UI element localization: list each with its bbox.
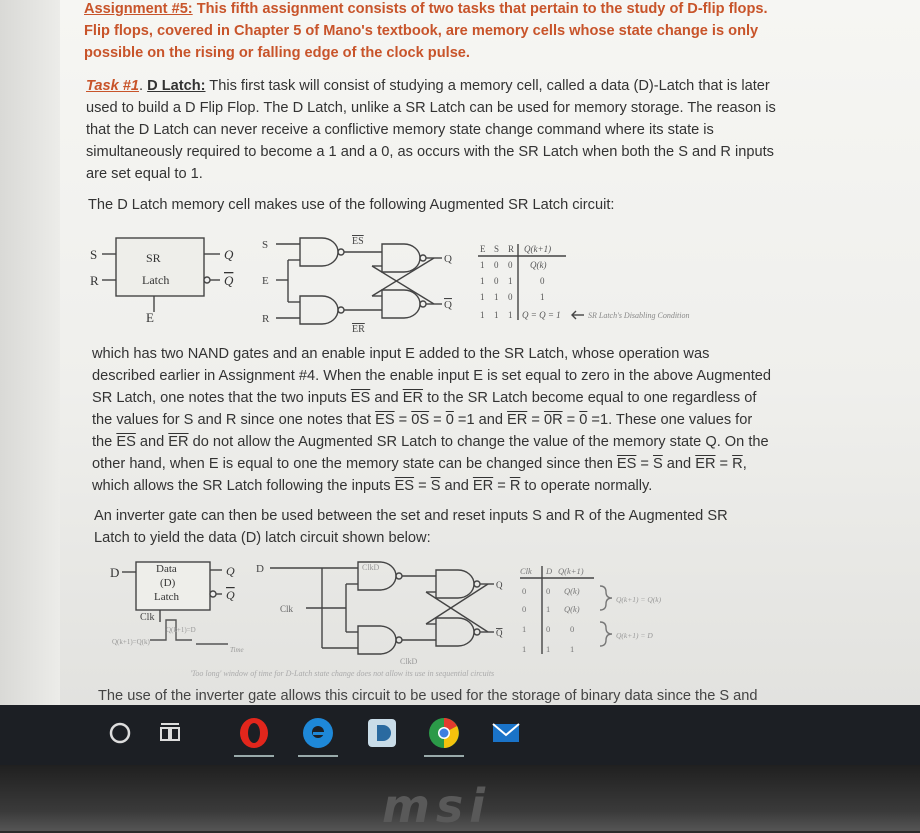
es-term: $\overline{ES}$	[375, 412, 395, 428]
task1-separator: .	[139, 78, 148, 94]
gate-er-label: ER	[352, 324, 365, 335]
para2-text: which has two NAND gates and an enable input E added to the SR Latch, whose operation was described earlier in Assignment #4. When the enable input E is set equal to zero in the above Augmented SR Latch, one notes that the two inputs	[92, 346, 772, 406]
sr-e-label: E	[146, 310, 154, 325]
table-cell: 1	[508, 276, 513, 286]
para2-text: and	[440, 478, 473, 494]
monitor-bezel	[0, 765, 920, 831]
assignment-title: Assignment #5:	[84, 1, 193, 17]
table-cell: 0	[540, 276, 545, 286]
table-cell: Q = Q = 1	[522, 310, 561, 320]
table-cell: 0	[546, 624, 551, 634]
table-header-clk: Clk	[520, 566, 532, 576]
table-cell: 1	[494, 310, 499, 320]
equation-part: =	[414, 478, 431, 494]
table-cell: 1	[570, 644, 575, 654]
table-cell: 1	[494, 292, 499, 302]
task1-heading: D Latch:	[147, 78, 206, 94]
brace-label-hold: Q(k+1) = Q(k)	[616, 595, 662, 604]
gate-clk-label: Clk	[280, 604, 294, 614]
d-block-name2: (D)	[160, 577, 176, 589]
table-cell: 1	[540, 292, 545, 302]
es-term: $\overline{ES}$	[350, 390, 371, 406]
es-term: $\overline{ES}$	[116, 434, 136, 450]
page-margin	[0, 0, 60, 705]
mail-icon[interactable]	[486, 713, 526, 753]
sr-qbar-label: Q	[224, 273, 234, 288]
opera-icon[interactable]	[234, 713, 274, 753]
equation-part: 0R	[543, 412, 563, 428]
para2-text: , which allows the SR Latch following the inputs	[92, 456, 747, 494]
gate-qbar-label: Q	[444, 299, 452, 311]
table-header-q: Q(k+1)	[558, 566, 584, 576]
table-cell: 1	[508, 310, 513, 320]
brace-label-data: Q(k+1) = D	[616, 631, 653, 640]
table-header-d: D	[546, 566, 553, 576]
para2-text: to operate normally.	[520, 478, 653, 494]
gate-es-label: ES	[352, 236, 364, 247]
es-term: $\overline{ES}$	[394, 478, 415, 494]
equation-part: =	[527, 412, 544, 428]
timing-label-top: Q(k+1)=D	[166, 626, 196, 634]
d-qbar-label: Q	[226, 588, 235, 602]
edge-icon[interactable]	[298, 713, 338, 753]
gate-s-label: S	[262, 239, 269, 251]
table-cell: 0	[522, 604, 527, 614]
gate-clkd-bottom: ClkD	[400, 657, 418, 666]
table-cell: 1	[546, 644, 551, 654]
gate2-qbar-label: Q	[496, 628, 503, 638]
para2-text: and	[135, 434, 169, 450]
er-term: $\overline{ER}$	[507, 412, 528, 428]
table-cell: 1	[480, 276, 485, 286]
er-term: $\overline{ER}$	[695, 456, 716, 472]
table-cell: 1	[480, 260, 485, 270]
sr-block-name: SR	[146, 251, 161, 265]
assignment-intro	[84, 0, 784, 64]
task1-body: This first task will consist of studying a memory cell, called a data (D)-Latch that is later used to build a D Flip Flop. The D Latch, unlike a SR Latch can be used for memory storage. The reason is that the D Latch can never receive a conflictive memory state change command where its state is simultaneously required to become a 1 and a 0, as occurs with the SR Latch when both the S and R inputs are set equal to 1.	[86, 78, 776, 182]
sr-q-label: Q	[224, 247, 234, 262]
table-cell: 1	[480, 292, 485, 302]
augmented-sr-latch-figure	[90, 222, 770, 340]
equation-part: 0	[579, 412, 588, 428]
equation-part: 0S	[411, 412, 430, 428]
d-clk-label: Clk	[140, 612, 155, 623]
equation-part: =	[562, 412, 580, 428]
d-latch-figure	[110, 558, 750, 684]
equation-part: $\overline{S}$	[653, 456, 663, 472]
table-header-r: R	[508, 244, 515, 254]
equation-part: $\overline{S}$	[430, 478, 441, 494]
equation-part: =	[429, 412, 446, 428]
table-cell: 0	[508, 260, 513, 270]
inverter-paragraph: An inverter gate can then be used between the set and reset inputs S and R of the Augmented SR Latch to yield the data (D) latch circuit shown below:	[94, 508, 728, 546]
cut-off-paragraph: The use of the inverter gate allows this circuit to be used for the storage of binary data since the S and	[98, 688, 758, 704]
sr-r-label: R	[90, 273, 99, 288]
gate-d-label: D	[256, 563, 264, 575]
equation-part: =	[715, 456, 733, 472]
gate-clkd-top: ClkD	[362, 563, 380, 572]
equation-part: $\overline{R}$	[732, 456, 743, 472]
table-cell: 1	[522, 644, 527, 654]
gate-r-label: R	[262, 313, 270, 325]
table-cell: 0	[570, 624, 575, 634]
d-truth-table	[520, 566, 662, 654]
dlatch-intro: The D Latch memory cell makes use of the following Augmented SR Latch circuit:	[88, 197, 615, 213]
timing-time-label: Time	[230, 646, 244, 654]
brand-logo: msi	[382, 779, 492, 833]
active-app-indicator	[424, 755, 464, 757]
table-header-e: E	[480, 244, 486, 254]
d-block-name: Data	[156, 563, 177, 575]
disabling-condition-note: SR Latch's Disabling Condition	[588, 311, 690, 320]
chrome-icon[interactable]	[424, 713, 464, 753]
active-app-indicator	[234, 755, 274, 757]
equation-part: 0	[445, 412, 454, 428]
table-cell: 1	[480, 310, 485, 320]
para2-text: to the SR Latch become equal to one regardless of the values for S and R since one notes that	[92, 390, 757, 428]
para2-text: =1. These one values for the	[92, 412, 753, 450]
table-cell: 0	[508, 292, 513, 302]
assignment-intro-text: This fifth assignment consists of two tasks that pertain to the study of D-flip flops. Flip flops, covered in Chapter 5 of Mano's textbook, are memory cells whose state change is only possible on the rising or falling edge of the clock pulse.	[84, 1, 768, 61]
table-header-q: Q(k+1)	[524, 244, 552, 254]
cortana-icon[interactable]	[100, 713, 140, 753]
taskbar	[0, 705, 920, 765]
table-cell: Q(k)	[564, 604, 580, 614]
er-term: $\overline{ER}$	[168, 434, 189, 450]
er-term: $\overline{ER}$	[402, 390, 424, 406]
equation-part: =	[636, 456, 654, 472]
task1-tag: Task #1	[86, 78, 140, 94]
table-cell: Q(k)	[564, 586, 580, 596]
d-latch-caption: 'Too long' window of time for D-Latch state change does not allow its use in sequential circuits	[190, 669, 495, 678]
active-app-indicator	[298, 755, 338, 757]
task-view-icon[interactable]	[150, 713, 190, 753]
gate-q-label: Q	[444, 253, 452, 265]
sr-s-label: S	[90, 247, 98, 262]
augmented-latch-paragraph	[92, 343, 772, 497]
equation-part: =	[394, 412, 412, 428]
para2-text: and	[370, 390, 403, 406]
table-cell: 0	[522, 586, 527, 596]
gate2-q-label: Q	[496, 580, 503, 590]
table-cell: 0	[494, 260, 499, 270]
equation-part: $\overline{R}$	[509, 478, 521, 494]
table-cell: 1	[522, 624, 527, 634]
equation-part: =	[493, 478, 510, 494]
table-cell: 0	[494, 276, 499, 286]
sr-block-name2: Latch	[142, 273, 170, 287]
app-icon[interactable]	[362, 713, 402, 753]
d-input-label: D	[110, 565, 120, 580]
es-term: $\overline{ES}$	[616, 456, 637, 472]
timing-label-left: Q(k+1)=Q(k)	[112, 638, 150, 646]
d-block-name3: Latch	[154, 591, 180, 603]
task1-paragraph	[86, 75, 778, 185]
table-cell: Q(k)	[530, 260, 547, 270]
equation-part: =1 and	[453, 412, 508, 428]
d-q-label: Q	[226, 564, 235, 578]
er-term: $\overline{ER}$	[472, 478, 494, 494]
table-cell: 1	[546, 604, 551, 614]
para2-text: and	[662, 456, 696, 472]
gate-e-label: E	[262, 275, 269, 287]
table-header-s: S	[494, 244, 500, 254]
table-cell: 0	[546, 586, 551, 596]
para2-text: do not allow the Augmented SR Latch to change the value of the memory state Q. On the other hand, when E is equal to one the memory state can be changed since then	[92, 434, 769, 472]
